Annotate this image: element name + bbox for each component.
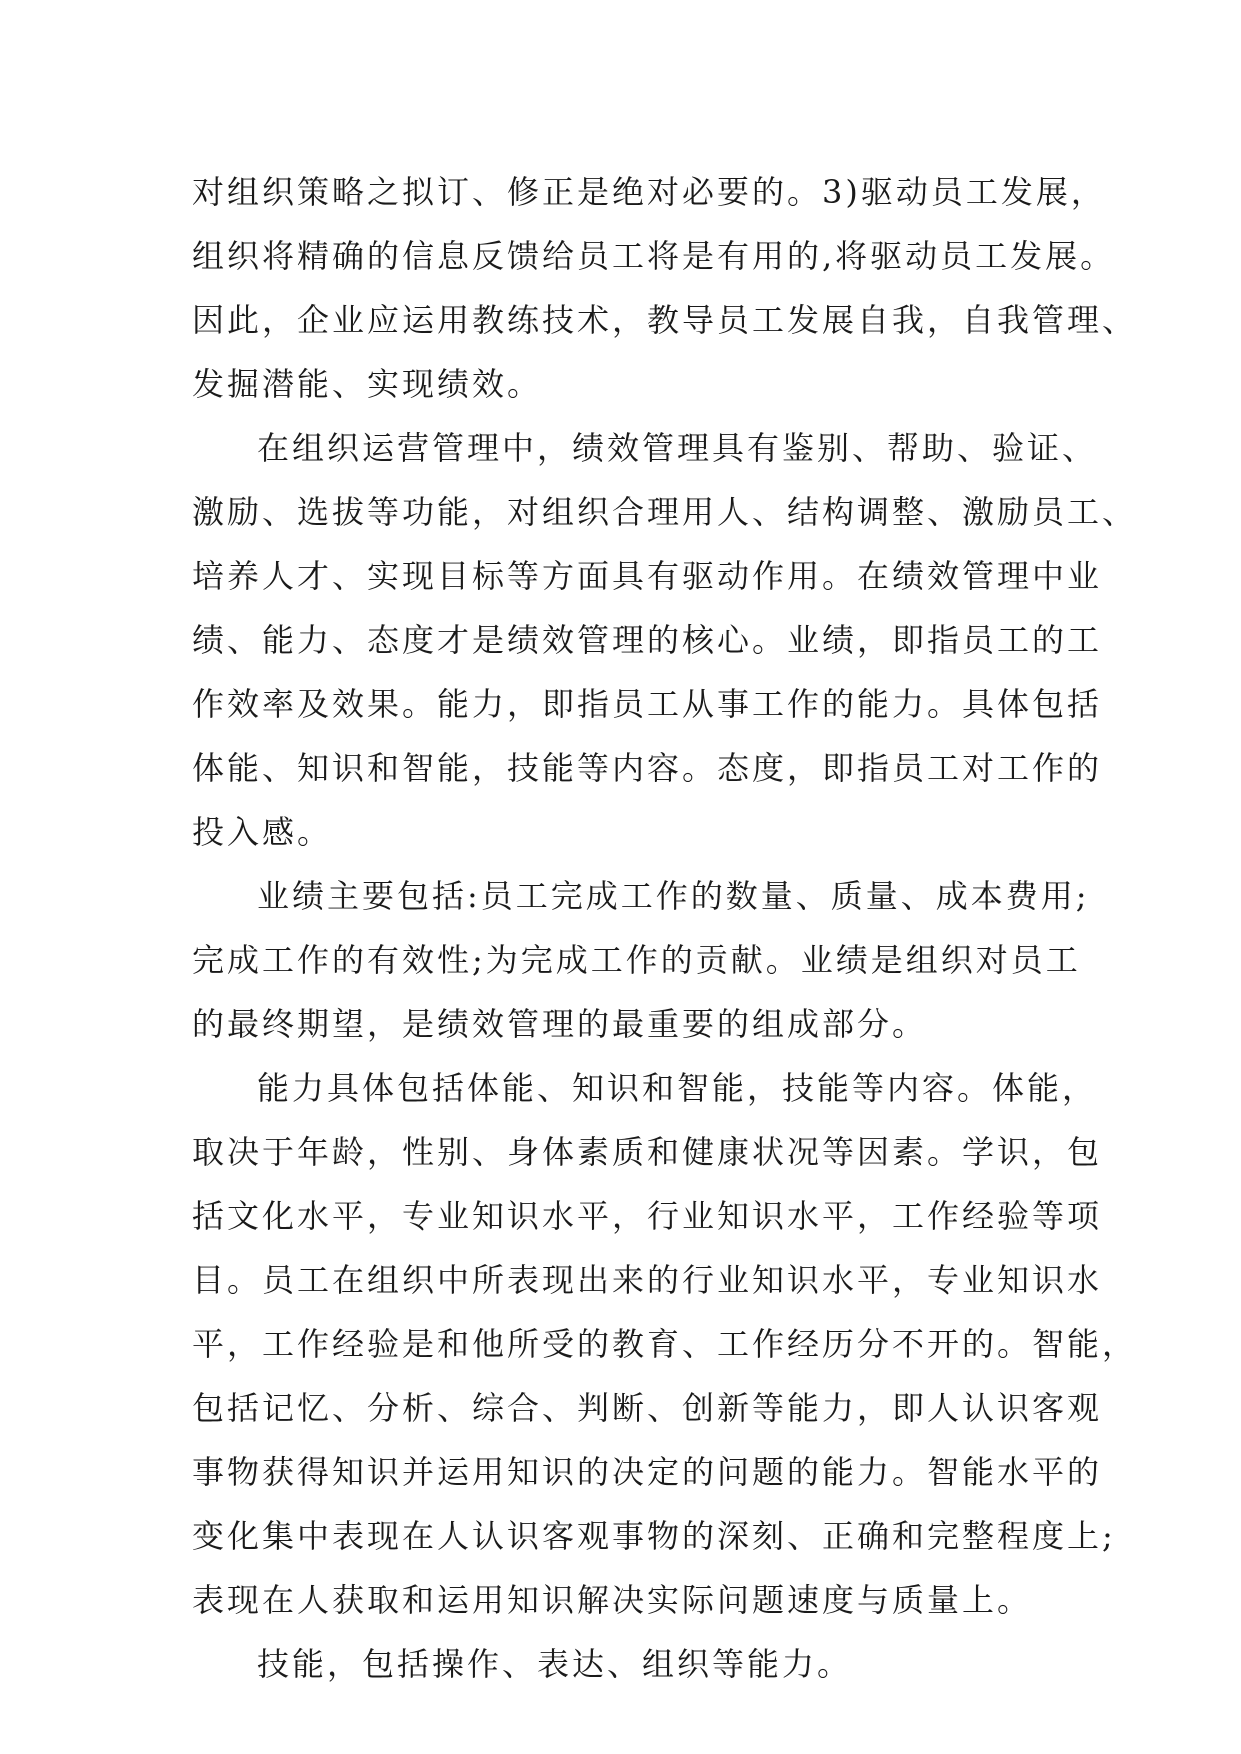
text-line-15: 能力具体包括体能、知识和智能，技能等内容。体能， [257,1069,1098,1107]
text-line-5: 在组织运营管理中，绩效管理具有鉴别、帮助、验证、 [257,429,1098,467]
document-body [192,160,1138,1696]
text-line-17: 括文化水平，专业知识水平，行业知识水平，工作经验等项 [192,1197,1103,1235]
text-line-2: 组织将精确的信息反馈给员工将是有用的,将驱动员工发展。 [192,237,1116,275]
text-line-14: 的最终期望，是绩效管理的最重要的组成部分。 [192,1005,928,1043]
text-line-16: 取决于年龄，性别、身体素质和健康状况等因素。学识，包 [192,1133,1103,1171]
text-line-3: 因此，企业应运用教练技术，教导员工发展自我，自我管理、 [192,301,1138,339]
text-line-10: 体能、知识和智能，技能等内容。态度，即指员工对工作的 [192,749,1103,787]
text-line-19: 平，工作经验是和他所受的教育、工作经历分不开的。智能， [192,1325,1138,1363]
text-line-1: 对组织策略之拟订、修正是绝对必要的。3)驱动员工发展， [192,173,1106,211]
text-line-20: 包括记忆、分析、综合、判断、创新等能力，即人认识客观 [192,1389,1103,1427]
text-line-24: 技能，包括操作、表达、组织等能力。 [257,1645,853,1683]
text-line-7: 培养人才、实现目标等方面具有驱动作用。在绩效管理中业 [192,557,1103,595]
text-line-23: 表现在人获取和运用知识解决实际问题速度与质量上。 [192,1581,1033,1619]
text-line-18: 目。员工在组织中所表现出来的行业知识水平，专业知识水 [192,1261,1103,1299]
text-line-9: 作效率及效果。能力，即指员工从事工作的能力。具体包括 [192,685,1103,723]
text-line-6: 激励、选拔等功能，对组织合理用人、结构调整、激励员工、 [192,493,1138,531]
text-line-4: 发掘潜能、实现绩效。 [192,365,543,403]
text-line-22: 变化集中表现在人认识客观事物的深刻、正确和完整程度上; [192,1517,1116,1555]
text-line-8: 绩、能力、态度才是绩效管理的核心。业绩，即指员工的工 [192,621,1103,659]
text-line-13: 完成工作的有效性;为完成工作的贡献。业绩是组织对员工 [192,941,1081,979]
text-line-21: 事物获得知识并运用知识的决定的问题的能力。智能水平的 [192,1453,1103,1491]
text-line-11: 投入感。 [192,813,333,851]
text-line-12: 业绩主要包括:员工完成工作的数量、质量、成本费用; [257,877,1090,915]
